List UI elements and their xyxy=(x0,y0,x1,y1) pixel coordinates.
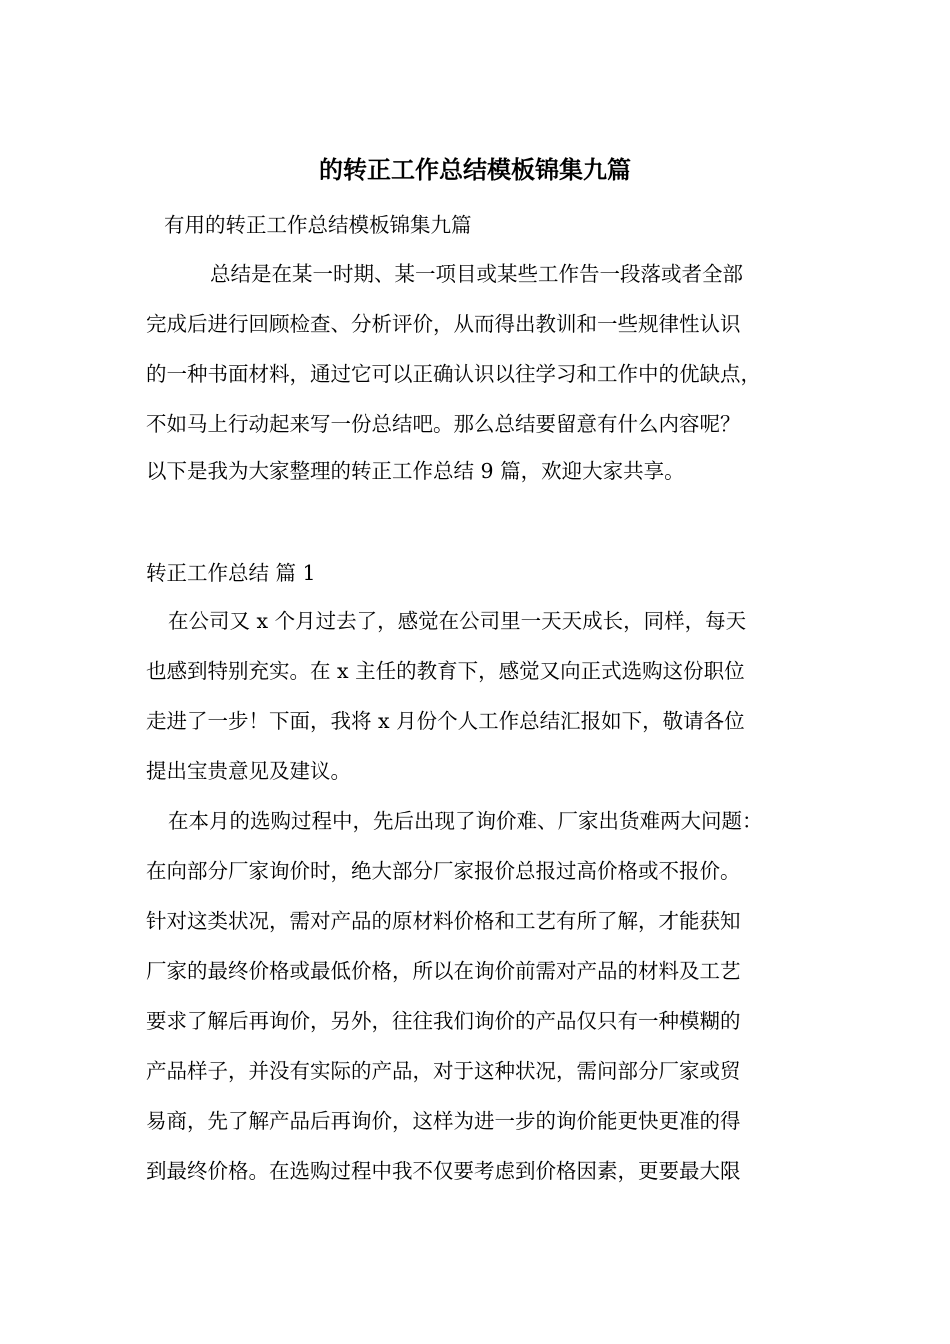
document-title: 的转正工作总结模板锦集九篇 xyxy=(319,155,631,184)
para1-line-4: 提出宝贵意见及建议。 xyxy=(146,759,351,783)
para2-line-2: 在向部分厂家询价时，绝大部分厂家报价总报过高价格或不报价。 xyxy=(146,859,741,883)
intro-line-5: 以下是我为大家整理的转正工作总结 9 篇，欢迎大家共享。 xyxy=(146,459,685,483)
para1-line-1: 在公司又 x 个月过去了，感觉在公司里一天天成长，同样，每天 xyxy=(168,609,747,633)
document-subtitle: 有用的转正工作总结模板锦集九篇 xyxy=(164,213,472,237)
para2-line-4: 厂家的最终价格或最低价格，所以在询价前需对产品的材料及工艺 xyxy=(146,959,741,983)
section-heading: 转正工作总结 篇 1 xyxy=(146,561,316,585)
para2-line-3: 针对这类状况，需对产品的原材料价格和工艺有所了解，才能获知 xyxy=(146,909,741,933)
intro-line-2: 完成后进行回顾检查、分析评价，从而得出教训和一些规律性认识 xyxy=(146,312,741,336)
para1-line-2: 也感到特别充实。在 x 主任的教育下，感觉又向正式选购这份职位 xyxy=(146,659,745,683)
para2-line-6: 产品样子，并没有实际的产品，对于这种状况，需问部分厂家或贸 xyxy=(146,1059,741,1083)
para1-line-3: 走进了一步！下面，我将 x 月份个人工作总结汇报如下，敬请各位 xyxy=(146,709,745,733)
para2-line-8: 到最终价格。在选购过程中我不仅要考虑到价格因素，更要最大限 xyxy=(146,1159,741,1183)
intro-line-4: 不如马上行动起来写一份总结吧。那么总结要留意有什么内容呢？ xyxy=(146,412,741,436)
para2-line-7: 易商，先了解产品后再询价，这样为进一步的询价能更快更准的得 xyxy=(146,1109,741,1133)
para2-line-5: 要求了解后再询价，另外，往往我们询价的产品仅只有一种模糊的 xyxy=(146,1009,741,1033)
para2-line-1: 在本月的选购过程中，先后出现了询价难、厂家出货难两大问题： xyxy=(168,809,763,833)
intro-line-1: 总结是在某一时期、某一项目或某些工作告一段落或者全部 xyxy=(210,262,743,286)
intro-line-3: 的一种书面材料，通过它可以正确认识以往学习和工作中的优缺点， xyxy=(146,362,761,386)
